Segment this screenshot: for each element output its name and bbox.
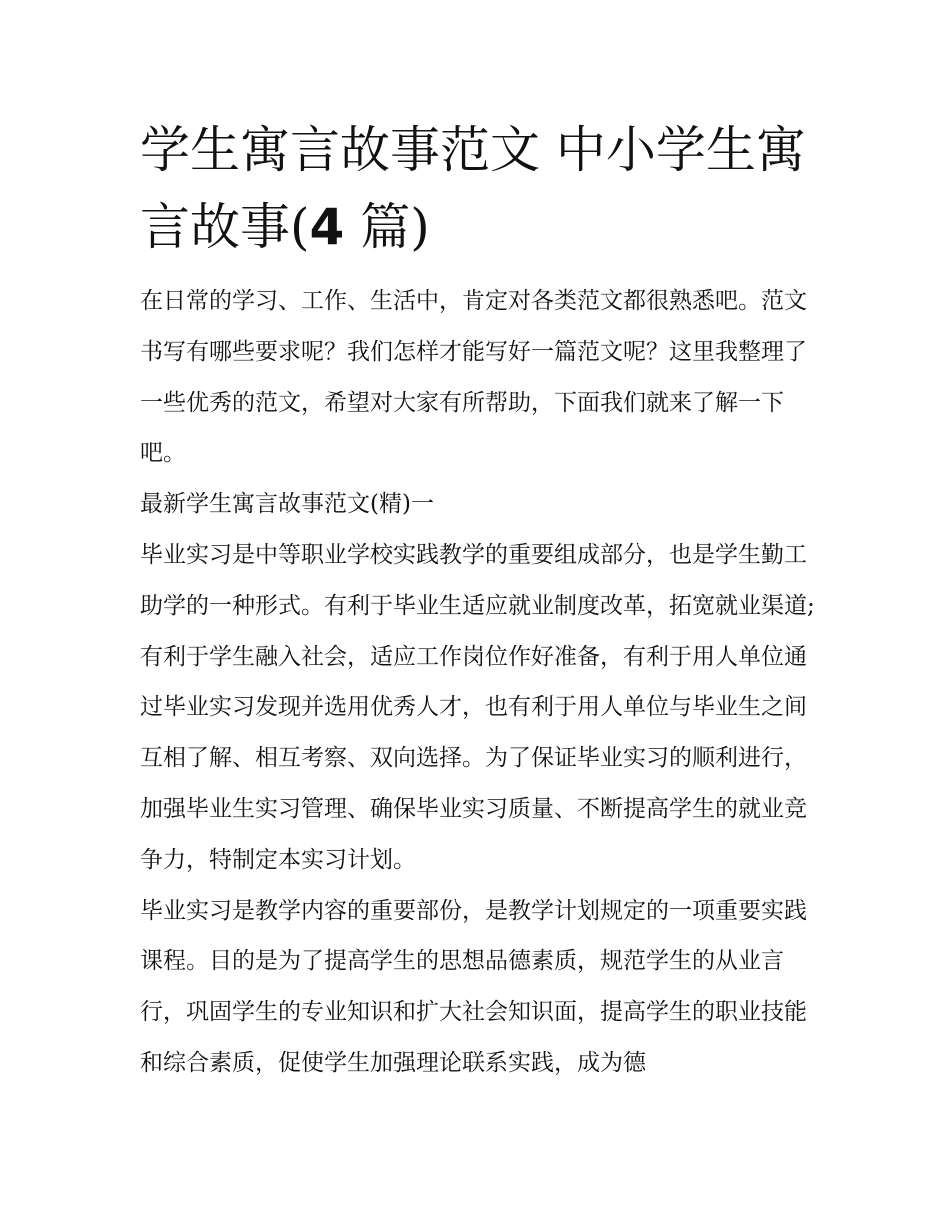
section-heading: 最新学生寓言故事范文(精)一 [140, 491, 434, 518]
body-paragraph-1: 毕业实习是中等职业学校实践教学的重要组成部分，也是学生勤工助学的一种形式。有利于毕业生适应就业制度改革，拓宽就业渠道;有利于学生融入社会，适应工作岗位作好准备，有利于用人单位通过毕业实习发现并选用优秀人才，也有利于用人单位与毕业生之间互相了解、相互考察、双向选择。为了保证毕业实习的顺利进行，加强毕业生实习管理、确保毕业实习质量、不断提高学生的就业竞争力，特制定本实习计划。 [140, 541, 815, 873]
body-paragraph-2: 毕业实习是教学内容的重要部份，是教学计划规定的一项重要实践课程。目的是为了提高学生的思想品德素质，规范学生的从业言行，巩固学生的专业知识和扩大社会知识面，提高学生的职业技能和综合素质，促使学生加强理论联系实践，成为德 [140, 897, 807, 1076]
title-text-part2: 篇) [344, 198, 430, 256]
title-text-part1: 学生寓言故事范文 中小学生寓言故事( [140, 121, 806, 256]
document-body [140, 276, 820, 1089]
title-number: 4 [309, 198, 345, 256]
document-title [140, 112, 820, 266]
intro-paragraph: 在日常的学习、工作、生活中，肯定对各类范文都很熟悉吧。范文书写有哪些要求呢？我们怎样才能写好一篇范文呢？这里我整理了一些优秀的范文，希望对大家有所帮助，下面我们就来了解一下吧。 [140, 288, 807, 467]
